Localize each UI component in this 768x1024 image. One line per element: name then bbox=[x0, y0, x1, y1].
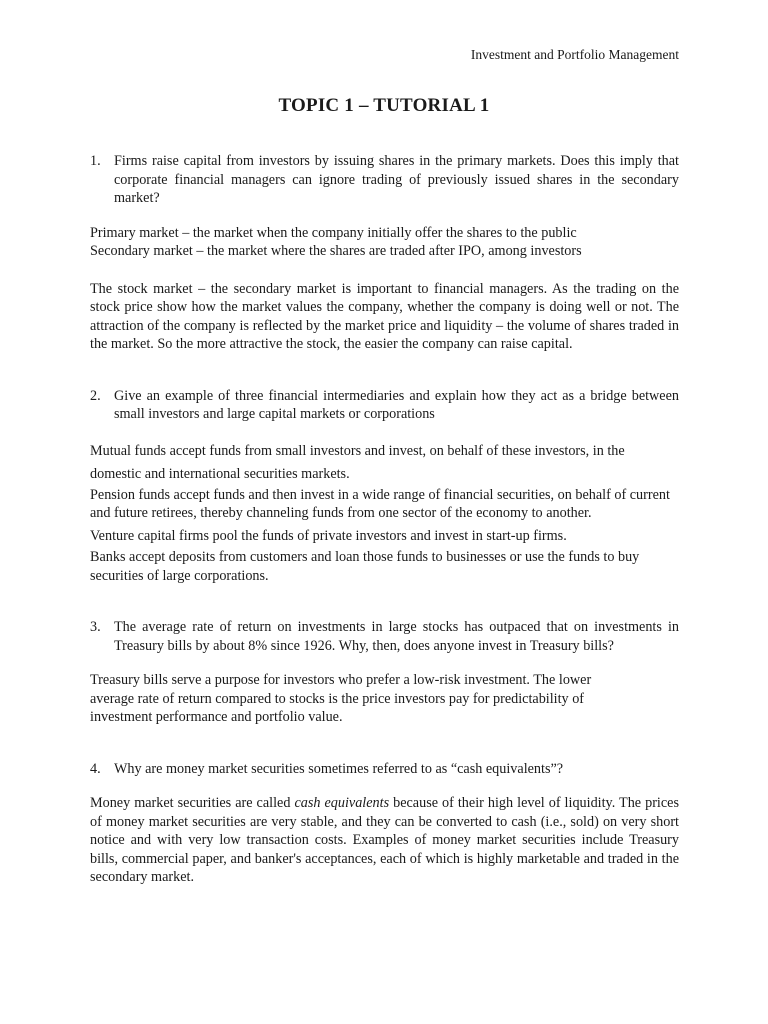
question-4-number: 4. bbox=[90, 760, 101, 777]
running-header: Investment and Portfolio Management bbox=[470, 47, 679, 62]
answer-4-rest: because of their high level of liquidity. The prices of money market securities are very stable, and they can be converted to cash (i.e., sold) on very short notice and with very low transaction costs. Examples of money market securities include Treasury bills, commercial paper, and banker's acceptances, each of which is highly marketable and traded in the secondary market. bbox=[90, 795, 679, 885]
answer-3-line-2: average rate of return compared to stocks is the price investors pay for predictability of bbox=[90, 690, 585, 707]
question-2-number: 2. bbox=[90, 387, 101, 404]
answer-2-banks: Banks accept deposits from customers and loan those funds to businesses or use the funds to buy securities of large corporations. bbox=[90, 549, 640, 584]
answer-2-venture-capital: Venture capital firms pool the funds of private investors and invest in start-up firms. bbox=[90, 527, 567, 544]
answer-2-mutual-funds: Mutual funds accept funds from small investors and invest, on behalf of these investors, in the domestic and international securities markets. bbox=[90, 442, 625, 482]
answer-2-pension-funds: Pension funds accept funds and then invest in a wide range of financial securities, on behalf of current and future retirees, thereby channeling funds from one sector of the economy to another. bbox=[90, 486, 670, 521]
question-4-text: Why are money market securities sometimes referred to as “cash equivalents”? bbox=[114, 760, 564, 777]
question-3-text: The average rate of return on investments in large stocks has outpaced that on investments in Treasury bills by about 8% since 1926. Why, then, does anyone invest in Treasury bills? bbox=[114, 619, 679, 654]
answer-3-line-1: Treasury bills serve a purpose for investors who prefer a low-risk investment. The lower bbox=[90, 672, 592, 688]
question-2-text: Give an example of three financial intermediaries and explain how they act as a bridge between small investors and large capital markets or corporations bbox=[114, 387, 679, 422]
answer-4-paragraph bbox=[90, 794, 679, 887]
question-4 bbox=[90, 760, 679, 779]
answer-1-primary-market: Primary market – the market when the company initially offer the shares to the public bbox=[90, 224, 577, 241]
question-1-text: Firms raise capital from investors by issuing shares in the primary markets. Does this imply that corporate financial managers can ignore trading of previously issued shares in the secondary market? bbox=[114, 153, 679, 206]
tutorial-content bbox=[90, 152, 679, 887]
answer-3-line-3: investment performance and portfolio value. bbox=[90, 709, 343, 725]
question-3 bbox=[90, 618, 679, 655]
answer-4-cash-equivalents: cash equivalents bbox=[294, 795, 390, 811]
page-title: TOPIC 1 – TUTORIAL 1 bbox=[278, 95, 490, 116]
question-1 bbox=[90, 152, 679, 208]
answer-1-paragraph: The stock market – the secondary market is important to financial managers. As the trading on the stock price show how the market values the company, whether the company is doing well or not. The attraction of the company is reflected by the market price and liquidity – the volume of shares traded in the market. So the more attractive the stock, the easier the company can raise capital. bbox=[90, 280, 679, 352]
question-1-number: 1. bbox=[90, 153, 101, 169]
question-2 bbox=[90, 387, 679, 424]
answer-4-start: Money market securities are called bbox=[90, 795, 295, 811]
question-3-number: 3. bbox=[90, 619, 101, 635]
answer-1-secondary-market: Secondary market – the market where the shares are traded after IPO, among investors bbox=[90, 243, 582, 259]
